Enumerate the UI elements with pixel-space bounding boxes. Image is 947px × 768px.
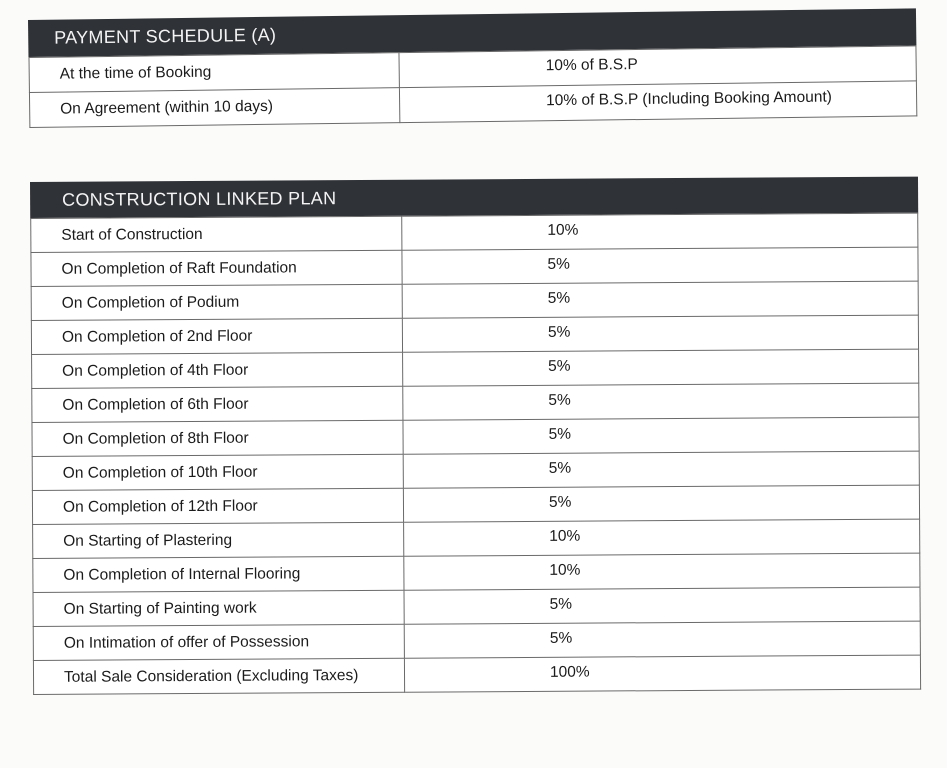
row-value: 10% bbox=[404, 553, 920, 590]
table-row bbox=[31, 213, 918, 252]
table-row bbox=[31, 315, 918, 354]
payment-schedule-title: PAYMENT SCHEDULE (A) bbox=[28, 8, 916, 57]
row-label: On Completion of Raft Foundation bbox=[31, 250, 402, 286]
row-value: 100% bbox=[404, 655, 920, 692]
row-value: 5% bbox=[404, 587, 920, 624]
construction-plan-table bbox=[30, 213, 921, 695]
payment-schedule-section bbox=[28, 8, 917, 128]
row-label: On Starting of Plastering bbox=[33, 522, 404, 558]
table-row bbox=[33, 519, 920, 558]
row-label: On Completion of 4th Floor bbox=[32, 352, 403, 388]
row-value: 5% bbox=[402, 247, 918, 284]
table-row bbox=[32, 383, 919, 422]
row-value: 5% bbox=[402, 315, 918, 352]
table-row bbox=[33, 553, 920, 592]
row-value: 10% of B.S.P bbox=[399, 46, 916, 88]
row-label: On Completion of 8th Floor bbox=[32, 420, 403, 456]
row-label: On Completion of Internal Flooring bbox=[33, 556, 404, 592]
row-value: 5% bbox=[403, 349, 919, 386]
row-value: 5% bbox=[403, 451, 919, 488]
row-label: Start of Construction bbox=[31, 216, 402, 252]
table-row bbox=[32, 417, 919, 456]
row-label: Total Sale Consideration (Excluding Taxes) bbox=[33, 658, 404, 694]
row-label: On Completion of 6th Floor bbox=[32, 386, 403, 422]
row-label: On Starting of Painting work bbox=[33, 590, 404, 626]
row-label: On Completion of 2nd Floor bbox=[31, 318, 402, 354]
row-value: 5% bbox=[404, 621, 920, 658]
row-label: At the time of Booking bbox=[29, 53, 399, 93]
row-label: On Completion of 10th Floor bbox=[32, 454, 403, 490]
table-row bbox=[33, 621, 920, 660]
row-label: On Intimation of offer of Possession bbox=[33, 624, 404, 660]
table-row bbox=[32, 485, 919, 524]
table-row bbox=[33, 655, 920, 694]
table-row bbox=[32, 451, 919, 490]
payment-schedule-table bbox=[28, 45, 917, 128]
table-row bbox=[31, 281, 918, 320]
row-label: On Completion of Podium bbox=[31, 284, 402, 320]
construction-plan-title: CONSTRUCTION LINKED PLAN bbox=[30, 177, 918, 218]
row-value: 10% bbox=[404, 519, 920, 556]
construction-plan-section bbox=[30, 177, 921, 695]
row-value: 10% bbox=[402, 213, 918, 250]
row-value: 5% bbox=[403, 485, 919, 522]
row-value: 5% bbox=[403, 417, 919, 454]
row-label: On Completion of 12th Floor bbox=[32, 488, 403, 524]
row-label: On Agreement (within 10 days) bbox=[29, 88, 399, 128]
table-row bbox=[31, 247, 918, 286]
table-row bbox=[32, 349, 919, 388]
row-value: 5% bbox=[403, 383, 919, 420]
table-row bbox=[33, 587, 920, 626]
row-value: 10% of B.S.P (Including Booking Amount) bbox=[399, 81, 916, 123]
row-value: 5% bbox=[402, 281, 918, 318]
